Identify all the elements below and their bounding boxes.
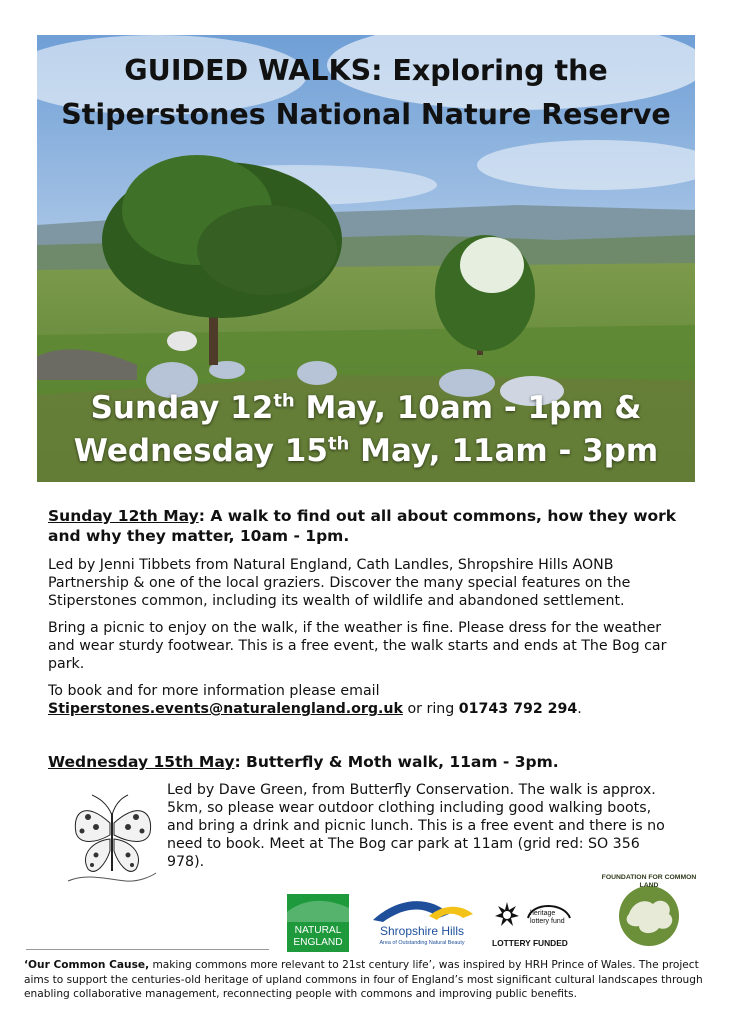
date2-rest: May, 11am - 3pm — [349, 433, 659, 469]
ring-text: or ring — [402, 701, 459, 717]
booking-end: . — [577, 701, 582, 717]
foundation-common-land-logo — [597, 874, 701, 948]
date2-day: Wednesday 15 — [73, 433, 328, 469]
wednesday-heading-date: Wednesday 15th May — [48, 753, 235, 771]
hlf-text-2: lottery fund — [530, 918, 565, 925]
natural-england-logo — [287, 894, 349, 952]
shropshire-hills-sub: Area of Outstanding Natural Beauty — [379, 940, 465, 946]
hlf-text-1: heritage — [530, 910, 556, 917]
date-line-2 — [37, 430, 695, 473]
footer-bold: ‘Our Common Cause, — [24, 959, 150, 971]
date1-day: Sunday 12 — [90, 390, 274, 426]
date2-sup: th — [327, 433, 350, 455]
footer-divider — [26, 949, 269, 950]
sunday-para-1: Led by Jenni Tibbets from Natural England, Cath Landles, Shropshire Hills AONB Partnership & one of the local graziers. Discover the many special features on the Stiperstones common, including its wealth of wildlife and abandoned settlement. — [48, 557, 631, 609]
lottery-funded-text: LOTTERY FUNDED — [492, 938, 568, 948]
lottery-hand-icon — [494, 900, 520, 930]
natural-england-mark — [287, 894, 349, 922]
natural-england-text-2: ENGLAND — [293, 937, 343, 948]
poster-title — [37, 49, 695, 137]
footer-note — [24, 958, 708, 1002]
booking-text: To book and for more information please email — [48, 683, 380, 699]
shropshire-hills-mark — [369, 894, 475, 924]
footer-text: making commons more relevant to 21st century life’, was inspired by HRH Prince of Wales. The project aims to support the centuries-old heritage of upland commons in four of England’s most significant cultural landscapes through enabling collaborative management, reconnecting people with commons and improving public benefits. — [24, 959, 703, 1000]
lottery-logo — [492, 898, 578, 950]
section-wednesday — [48, 752, 688, 782]
email-link[interactable]: Stiperstones.events@naturalengland.org.uk — [48, 701, 403, 717]
event-dates — [37, 387, 695, 473]
wednesday-body: Led by Dave Green, from Butterfly Conservation. The walk is approx. 5km, so please wear outdoor clothing including good walking boots, and bring a drink and picnic lunch. This is a free event and there is no need to book. Meet at The Bog car park at 11am (grid red: SO 356 978). — [167, 782, 665, 870]
butterfly-illustration — [66, 793, 158, 885]
fcl-text: FOUNDATION FOR COMMON LAND — [601, 874, 697, 889]
date-line-1 — [37, 387, 695, 430]
wednesday-heading — [48, 752, 688, 772]
wednesday-heading-rest: : Butterfly & Moth walk, 11am - 3pm. — [234, 753, 559, 771]
sponsor-logos — [0, 874, 729, 952]
phone-number: 01743 792 294 — [458, 701, 578, 717]
booking-info — [48, 682, 688, 718]
sunday-heading — [48, 506, 688, 546]
sunday-para-2: Bring a picnic to enjoy on the walk, if the weather is fine. Please dress for the weather and wear sturdy footwear. This is a free event, the walk starts and ends at The Bog car park. — [48, 620, 667, 672]
sunday-heading-rest: : A walk to find out all about commons, how they work and why they matter, 10am - 1pm. — [48, 507, 677, 545]
title-line-2: Stiperstones National Nature Reserve — [61, 98, 671, 131]
natural-england-text-1: NATURAL — [294, 925, 342, 936]
shropshire-hills-logo — [369, 894, 475, 952]
hero-banner — [37, 35, 695, 482]
date1-sup: th — [273, 390, 295, 412]
date1-rest: May, 10am - 1pm & — [294, 390, 642, 426]
section-sunday — [48, 506, 688, 727]
shropshire-hills-name: Shropshire Hills — [379, 924, 465, 938]
sunday-heading-date: Sunday 12th May — [48, 507, 199, 525]
title-line-1: GUIDED WALKS: Exploring the — [124, 54, 608, 87]
